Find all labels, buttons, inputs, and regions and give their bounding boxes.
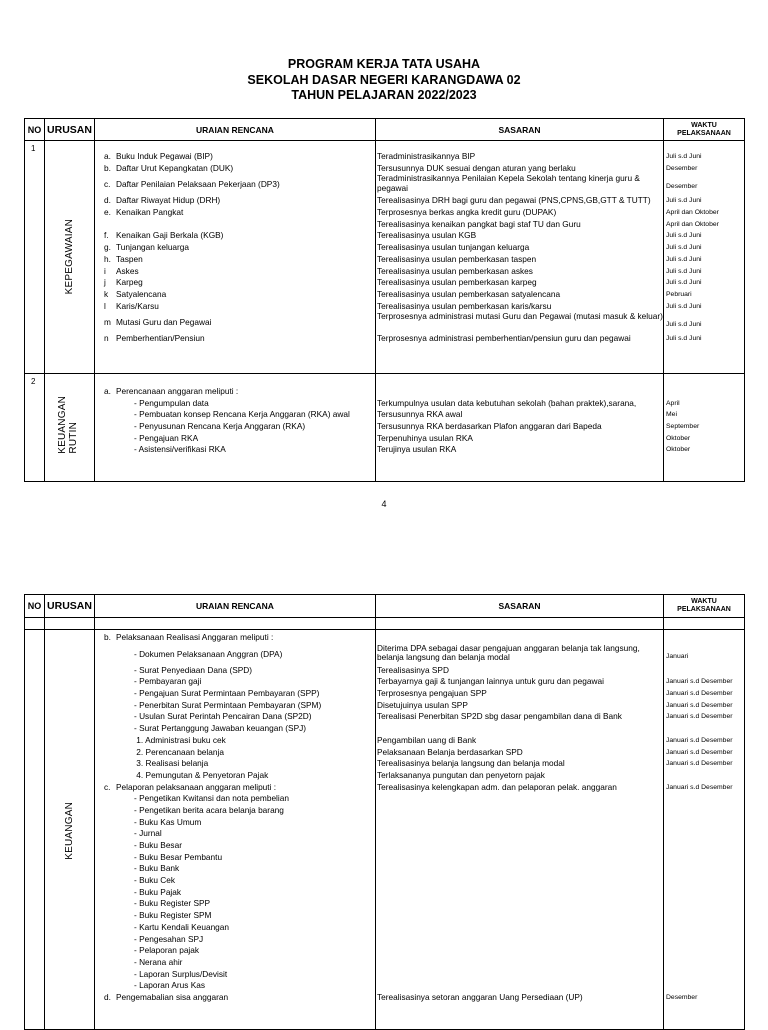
sasaran-text: Terealisasinya usulan pemberkasan satyalencana: [377, 288, 561, 299]
item-letter: n: [104, 333, 109, 344]
section-number: 1: [25, 141, 45, 374]
uraian-text: Perencanaan anggaran meliputi :: [116, 386, 239, 396]
waktu-cell: [664, 374, 745, 482]
waktu-cell: [664, 141, 745, 374]
sasaran-text: Terealisasinya usulan tunjangan keluarga: [377, 242, 530, 253]
uraian-line: [96, 980, 375, 992]
uraian-text: - Buku Cek: [134, 875, 176, 886]
sasaran-text: [377, 910, 663, 922]
uraian-text: Pemberhentian/Pensiun: [116, 333, 205, 344]
table-header-row: [25, 119, 745, 141]
item-letter: d.: [104, 991, 111, 1002]
uraian-line: [96, 875, 375, 887]
sasaran-text: Terealisasinya setoran anggaran Uang Persediaan (UP): [377, 991, 583, 1002]
urusan-label: KEPEGAWAIAN: [64, 219, 75, 295]
uraian-line: [96, 230, 375, 242]
header-waktu: [664, 595, 745, 618]
uraian-text: - Pengajuan RKA: [134, 432, 199, 443]
sasaran-text: Terealisasinya kelengkapan adm. dan pelaporan pelak. anggaran: [377, 781, 617, 792]
uraian-text: - Surat Penyediaan Dana (SPD): [134, 664, 253, 675]
uraian-line: [96, 828, 375, 840]
urusan-cell: [45, 630, 95, 1030]
uraian-line: [96, 688, 375, 700]
item-letter: h.: [104, 253, 111, 264]
waktu-text: [664, 805, 744, 817]
urusan-label: KEUANGAN: [64, 802, 75, 860]
uraian-line: [96, 386, 375, 398]
title-line-1: PROGRAM KERJA TATA USAHA: [287, 57, 481, 71]
uraian-text: Taspen: [116, 253, 143, 264]
header-uraian: URAIAN RENCANA: [95, 119, 376, 141]
item-letter: d.: [104, 195, 111, 206]
waktu-text: April dan Oktober: [666, 209, 719, 217]
sasaran-cell: [376, 374, 664, 482]
uraian-text: Karpeg: [116, 277, 143, 288]
sasaran-text: Pelaksanaan Belanja berdasarkan SPD: [377, 746, 523, 757]
waktu-text: Januari s.d Desember: [666, 713, 733, 721]
sasaran-text: [377, 980, 663, 992]
uraian-text: - Buku Register SPM: [134, 910, 212, 921]
uraian-text: - Pengesahan SPJ: [134, 933, 204, 944]
uraian-line: [96, 898, 375, 910]
header-urusan: URUSAN: [45, 595, 95, 618]
uraian-line: [96, 207, 375, 219]
waktu-text: Desember: [666, 164, 698, 172]
waktu-text: [664, 852, 744, 864]
sasaran-text: Terealisasinya kenaikan pangkat bagi staf TU dan Guru: [377, 218, 581, 229]
uraian-line: [96, 444, 375, 456]
waktu-text: Juli s.d Juni: [666, 335, 702, 343]
waktu-text: [664, 980, 744, 992]
sasaran-text: [377, 852, 663, 864]
waktu-text: April dan Oktober: [666, 220, 719, 228]
uraian-line: [96, 632, 375, 644]
item-letter: j: [104, 277, 106, 288]
item-letter: f.: [104, 230, 109, 241]
uraian-line: [96, 289, 375, 301]
uraian-line: [96, 852, 375, 864]
waktu-text: Januari s.d Desember: [666, 690, 733, 698]
title-line-2: SEKOLAH DASAR NEGERI KARANGDAWA 02: [247, 72, 521, 87]
uraian-text: - Surat Pertanggung Jawaban keuangan (SPJ): [134, 723, 307, 734]
uraian-text: - Pengajuan Surat Permintaan Pembayaran (SPP): [134, 688, 320, 699]
item-letter: i: [104, 265, 106, 276]
sasaran-text: Terealisasinya SPD: [377, 664, 449, 675]
item-letter: b.: [104, 162, 111, 173]
sasaran-text: Terprosesnya administrasi pemberhentian/pensiun guru dan pegawai: [377, 333, 631, 344]
uraian-line: [96, 735, 375, 747]
waktu-text: Desember: [666, 993, 698, 1001]
sasaran-text: Terealisasinya usulan pemberkasan karis/karsu: [377, 300, 552, 311]
sasaran-text: Terprosesnya administrasi mutasi Guru dan Pegawai (mutasi masuk & keluar): [377, 312, 663, 322]
sasaran-text: [377, 793, 663, 805]
uraian-text: Satyalencana: [116, 288, 167, 299]
waktu-text: [664, 828, 744, 840]
sasaran-text: [377, 887, 663, 899]
header-no: NO: [25, 119, 45, 141]
uraian-cell: [95, 374, 376, 482]
waktu-text: Pebruari: [666, 290, 692, 298]
waktu-text: Januari s.d Desember: [666, 783, 733, 791]
uraian-line: [96, 910, 375, 922]
waktu-text: [664, 386, 744, 398]
uraian-text: - Buku Pajak: [134, 886, 182, 897]
waktu-text: Juli s.d Juni: [666, 321, 702, 329]
uraian-text: Pelaksanaan Realisasi Anggaran meliputi :: [116, 632, 274, 642]
sasaran-text: Pengambilan uang di Bank: [377, 734, 477, 745]
uraian-text: - Pelaporan pajak: [134, 945, 200, 956]
uraian-text: - Buku Register SPP: [134, 898, 211, 909]
waktu-text: Januari s.d Desember: [666, 760, 733, 768]
waktu-text: Juli s.d Juni: [666, 279, 702, 287]
uraian-line: [96, 782, 375, 794]
uraian-text: Daftar Urut Kepangkatan (DUK): [116, 162, 234, 173]
uraian-line: [96, 758, 375, 770]
uraian-text: 1. Administrasi buku cek: [134, 734, 226, 745]
uraian-line: [96, 312, 375, 333]
waktu-text: [664, 875, 744, 887]
uraian-text: - Pengetikan Kwitansi dan nota pembelian: [134, 793, 289, 804]
sasaran-text: [377, 969, 663, 981]
waktu-text: April: [666, 399, 680, 407]
section-row-kepegawaian: [25, 141, 745, 374]
uraian-text: Mutasi Guru dan Pegawai: [116, 317, 212, 328]
item-letter: a.: [104, 151, 111, 161]
sasaran-text: [377, 805, 663, 817]
sasaran-text: Terkumpulnya usulan data kebutuhan sekolah (bahan praktek),sarana,: [377, 397, 637, 408]
sasaran-text: Terujinya usulan RKA: [377, 444, 457, 455]
waktu-text: Januari s.d Desember: [666, 748, 733, 756]
uraian-text: Askes: [116, 265, 139, 276]
uraian-line: [96, 254, 375, 266]
uraian-text: - Pengetikan berita acara belanja barang: [134, 804, 284, 815]
sasaran-text: Tersusunnya RKA awal: [377, 409, 463, 420]
uraian-cell: [95, 141, 376, 374]
uraian-cell: [95, 630, 376, 1030]
uraian-text: Pengemabalian sisa anggaran: [116, 991, 229, 1002]
waktu-text: [664, 945, 744, 957]
uraian-line: [96, 333, 375, 345]
sasaran-text: [377, 840, 663, 852]
uraian-line: [96, 277, 375, 289]
sasaran-text: Terealisasinya usulan pemberkasan taspen: [377, 253, 537, 264]
uraian-line: [96, 805, 375, 817]
sasaran-text: [377, 817, 663, 829]
uraian-text: Daftar Penilaian Pelaksaan Pekerjaan (DP3): [116, 179, 280, 190]
uraian-line: [96, 945, 375, 957]
waktu-text: [664, 863, 744, 875]
sasaran-text: Tersusunnya DUK sesuai dengan aturan yang berlaku: [377, 162, 576, 173]
header-waktu-line-1: WAKTU: [691, 598, 717, 605]
spacer-row: [25, 618, 745, 630]
waktu-cell: [664, 630, 745, 1030]
sasaran-text: [377, 723, 663, 735]
uraian-line: [96, 433, 375, 445]
item-letter: k: [104, 288, 109, 299]
sasaran-text: Terlaksananya pungutan dan penyetorn pajak: [377, 769, 545, 780]
sasaran-text: Terealisasinya usulan KGB: [377, 230, 477, 241]
item-letter: l: [104, 300, 106, 311]
table-header-row: [25, 595, 745, 618]
sasaran-text: Terbayarnya gaji & tunjangan lainnya untuk guru dan pegawai: [377, 676, 604, 687]
sasaran-text: Terprosesnya berkas angka kredit guru (DUPAK): [377, 207, 557, 218]
uraian-line: [96, 163, 375, 175]
sasaran-text: [377, 386, 663, 398]
header-waktu-line-2: PELAKSANAAN: [677, 129, 731, 137]
uraian-text: - Buku Besar: [134, 840, 182, 850]
waktu-text: Juli s.d Juni: [666, 232, 702, 240]
waktu-text: [664, 723, 744, 735]
uraian-line: [96, 151, 375, 163]
uraian-text: - Laporan Surplus/Devisit: [134, 968, 228, 979]
sasaran-text: [377, 922, 663, 934]
uraian-text: Tunjangan keluarga: [116, 242, 190, 253]
sasaran-text: Terealisasinya belanja langsung dan belanja modal: [377, 758, 565, 769]
waktu-text: [664, 817, 744, 829]
uraian-text: - Pembuatan konsep Rencana Kerja Anggaran (RKA) awal: [134, 409, 350, 420]
uraian-line: [96, 421, 375, 433]
waktu-text: Januari s.d Desember: [666, 701, 733, 709]
header-waktu-line-1: WAKTU: [691, 121, 717, 129]
uraian-line: [96, 969, 375, 981]
uraian-line: [96, 700, 375, 712]
waktu-text: Oktober: [666, 446, 691, 454]
uraian-line: [96, 301, 375, 313]
section-number: [25, 630, 45, 1030]
uraian-line: [96, 992, 375, 1004]
uraian-text: Daftar Riwayat Hidup (DRH): [116, 195, 221, 206]
title-line-3: TAHUN PELAJARAN 2022/2023: [291, 88, 477, 102]
page-number: 4: [381, 499, 387, 509]
section-row-keuangan-rutin: [25, 374, 745, 482]
uraian-line: [96, 398, 375, 410]
waktu-text: [664, 840, 744, 852]
waktu-text: [664, 770, 744, 782]
uraian-line: [96, 266, 375, 278]
waktu-text: Juli s.d Juni: [666, 255, 702, 263]
uraian-text: - Jurnal: [134, 828, 162, 839]
uraian-line: [96, 676, 375, 688]
uraian-line: [96, 723, 375, 735]
uraian-line: [96, 242, 375, 254]
section-row-keuangan: [25, 630, 745, 1030]
sasaran-text: [377, 934, 663, 946]
sasaran-text: [377, 828, 663, 840]
sasaran-text: [377, 945, 663, 957]
waktu-text: [664, 969, 744, 981]
urusan-cell: [45, 141, 95, 374]
uraian-text: - Pembayaran gaji: [134, 676, 202, 687]
header-waktu: [664, 119, 745, 141]
uraian-text: - Kartu Kendali Keuangan: [134, 921, 230, 932]
uraian-line: [96, 887, 375, 899]
sasaran-text: Terpenuhinya usulan RKA: [377, 432, 473, 443]
sasaran-text: [377, 632, 663, 644]
uraian-text: Kenaikan Gaji Berkala (KGB): [116, 230, 224, 241]
waktu-text: Januari s.d Desember: [666, 736, 733, 744]
uraian-line: [96, 793, 375, 805]
sasaran-text: Tersusunnya RKA berdasarkan Plafon anggaran dari Bapeda: [377, 421, 602, 432]
header-sasaran: SASARAN: [376, 119, 664, 141]
uraian-line: [96, 770, 375, 782]
uraian-line: [96, 840, 375, 852]
header-urusan: URUSAN: [45, 119, 95, 141]
waktu-text: Desember: [666, 183, 698, 191]
waktu-text: [664, 793, 744, 805]
waktu-text: Juli s.d Juni: [666, 267, 702, 275]
urusan-label-line-2: RUTIN: [68, 422, 79, 454]
sasaran-cell: [376, 630, 664, 1030]
waktu-text: Januari: [666, 652, 689, 660]
document-title: [0, 57, 768, 104]
uraian-text: Kenaikan Pangkat: [116, 207, 184, 218]
waktu-text: Oktober: [666, 434, 691, 442]
header-no: NO: [25, 595, 45, 618]
section-number: 2: [25, 374, 45, 482]
sasaran-text: Terealisasinya DRH bagi guru dan pegawai (PNS,CPNS,GB,GTT & TUTT): [377, 195, 651, 206]
uraian-text: 2. Perencanaan belanja: [134, 746, 224, 757]
sasaran-text: Terealisasinya usulan pemberkasan askes: [377, 265, 533, 276]
uraian-line: [96, 174, 375, 195]
uraian-text: 3. Realisasi belanja: [134, 758, 209, 769]
uraian-text: - Pengumpulan data: [134, 397, 209, 408]
sasaran-text: Terealisasinya usulan pemberkasan karpeg: [377, 277, 537, 288]
urusan-cell: [45, 374, 95, 482]
sasaran-text: [377, 957, 663, 969]
header-waktu-line-2: PELAKSANAAN: [677, 606, 731, 613]
item-letter: c.: [104, 781, 111, 792]
urusan-label-line-1: KEUANGAN: [57, 396, 68, 454]
waktu-text: [664, 632, 744, 644]
uraian-text: - Usulan Surat Perintah Pencairan Dana (SP2D): [134, 711, 312, 722]
program-table-page-2: [24, 594, 745, 1030]
sasaran-text: [377, 875, 663, 887]
item-letter: e.: [104, 207, 111, 218]
uraian-text: - Buku Bank: [134, 863, 180, 874]
program-table-page-1: [24, 118, 745, 482]
waktu-text: [664, 922, 744, 934]
uraian-line: [96, 934, 375, 946]
header-sasaran: SASARAN: [376, 595, 664, 618]
waktu-text: [664, 910, 744, 922]
sasaran-text: Teradministrasikannya Penilaian Kepela Sekolah tentang kinerja guru & pegawai: [377, 174, 640, 193]
waktu-text: Juli s.d Juni: [666, 244, 702, 252]
uraian-text: - Penyusunan Rencana Kerja Anggaran (RKA): [134, 421, 306, 432]
uraian-text: - Buku Kas Umum: [134, 816, 202, 827]
sasaran-text: Disetujuinya usulan SPP: [377, 699, 468, 710]
waktu-text: September: [666, 423, 700, 431]
uraian-text: Pelaporan pelaksanaan anggaran meliputi :: [116, 781, 277, 792]
sasaran-cell: [376, 141, 664, 374]
sasaran-text: Teradministrasikannya BIP: [377, 151, 476, 161]
waktu-text: Juli s.d Juni: [666, 197, 702, 205]
uraian-text: - Penerbitan Surat Permintaan Pembayaran (SPM): [134, 699, 322, 710]
uraian-text: Karis/Karsu: [116, 300, 159, 311]
uraian-text: Buku Induk Pegawai (BIP): [116, 151, 213, 161]
waktu-text: Mei: [666, 411, 677, 419]
waktu-text: Januari s.d Desember: [666, 678, 733, 686]
item-letter: c.: [104, 179, 111, 190]
sasaran-text: Terprosesnya pengajuan SPP: [377, 688, 487, 699]
uraian-line: [96, 195, 375, 207]
waktu-text: [664, 887, 744, 899]
uraian-line: [96, 409, 375, 421]
uraian-text: - Laporan Arus Kas: [134, 980, 206, 991]
uraian-text: - Dokumen Pelaksanaan Anggran (DPA): [134, 648, 283, 659]
uraian-line: [96, 711, 375, 723]
uraian-line: [96, 957, 375, 969]
sasaran-text: Terealisasi Penerbitan SP2D sbg dasar pengambilan dana di Bank: [377, 711, 622, 722]
waktu-text: Juli s.d Juni: [666, 302, 702, 310]
item-letter: g.: [104, 242, 111, 253]
uraian-text: - Asistensi/verifikasi RKA: [134, 444, 226, 455]
waktu-text: [664, 934, 744, 946]
uraian-line: [96, 922, 375, 934]
uraian-line: [96, 863, 375, 875]
header-uraian: URAIAN RENCANA: [95, 595, 376, 618]
uraian-line: [96, 644, 375, 665]
uraian-text: - Nerana ahir: [134, 956, 183, 967]
sasaran-text: [377, 898, 663, 910]
waktu-text: [664, 898, 744, 910]
waktu-text: [664, 665, 744, 677]
uraian-line: [96, 219, 375, 231]
waktu-text: [664, 957, 744, 969]
item-letter: b.: [104, 632, 111, 642]
uraian-line: [96, 665, 375, 677]
sasaran-text: Diterima DPA sebagai dasar pengajuan anggaran belanja tak langsung, belanja langsung dan belanja modal: [377, 643, 640, 663]
uraian-line: [96, 747, 375, 759]
waktu-text: Juli s.d Juni: [666, 153, 702, 160]
uraian-text: 4. Pemungutan & Penyetoran Pajak: [134, 769, 269, 780]
sasaran-text: [377, 863, 663, 875]
item-letter: m: [104, 317, 111, 328]
item-letter: a.: [104, 386, 111, 396]
uraian-text: - Buku Besar Pembantu: [134, 851, 223, 862]
uraian-line: [96, 817, 375, 829]
